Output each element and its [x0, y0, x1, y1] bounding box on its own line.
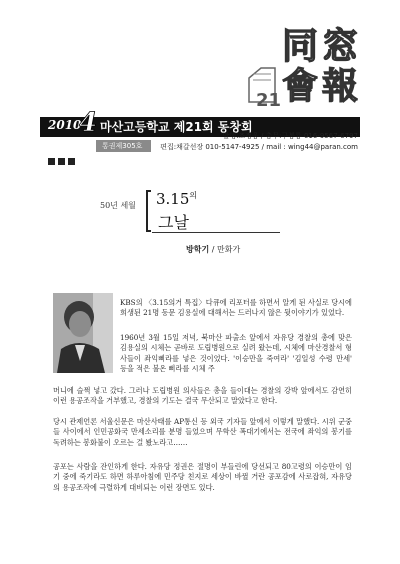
byline-separator: /	[211, 245, 215, 254]
title-char-1: 同	[282, 25, 319, 67]
author-role: 만화가	[216, 245, 241, 254]
editor-line: 편집:채갈선장 010-5147-4925 / mail : wing44@paran.com	[160, 143, 358, 151]
publisher-line: 발행:조정웅 / 총무:구봉룡 016-9567-6797	[222, 132, 358, 140]
title-rule	[152, 232, 280, 233]
logo-number: 21	[256, 90, 282, 111]
article-title-day: 그날	[158, 213, 189, 232]
school-title: 마산고등학교 제21회 동창회	[100, 120, 253, 134]
author-photo	[53, 293, 113, 373]
issue-month: 4	[79, 108, 98, 138]
title-char-2: 窓	[322, 25, 359, 67]
issue-year: 2010	[48, 118, 82, 132]
series-label: 50년 세월	[100, 201, 136, 210]
paragraph-4: 당시 관제언론 서울신문은 마산사태를 AP통신 등 외국 기자들 앞에서 이렇게 말했다. 시위 군중들 사이에서 인민공화국 만세소리를 분명 들었으며 무학산 폭대기에서는 전국에 좌익의 봉기를 독려하는 봉화불이 오르는 걸 봤노라고……	[53, 417, 352, 447]
title-date-main: 3.15	[156, 190, 190, 208]
title-bracket	[146, 190, 151, 232]
issue-number: 통권제305호	[96, 140, 151, 152]
masthead	[0, 0, 400, 160]
section-marker-icon	[48, 158, 75, 165]
paragraph-5: 공포는 사람을 잔인하게 한다. 자유당 정권은 절명이 부들린에 당선되고 80고령의 이승만이 임기 중에 죽기라도 하면 하루아침에 민주당 친지로 세상이 바뀔 거란 공포감에 사로잡혀, 자유당의 용공조작에 극렬하게 대비되는 이런 장면도 있다.	[53, 462, 352, 492]
newsletter-title	[282, 25, 362, 110]
paragraph-3: 머니에 슬쩍 넣고 갔다. 그러나 도립병원 의사들은 총을 들이대는 경찰의 강박 앞에서도 감연히 이런 용공조작을 거부했고, 경찰의 기도는 결국 무산되고 말았다고 한다.	[53, 386, 352, 406]
paragraph-1: KBS의 〈3.15의거 특집〉다큐에 리포터를 하면서 알게 된 사실로 당시에 희생된 21명 동문 김용실에 대해서는 드러나지 않은 뒷이야기가 있었다.	[120, 298, 352, 318]
title-char-3: 會	[282, 65, 319, 107]
paragraph-2: 1960년 3월 15일 저녁, 북마산 파출소 앞에서 자유당 경찰의 총에 맞은 김용실의 시체는 곧바로 도립병원으로 실려 왔는데, 시체에 마산경찰서 형사들이 좌익삐라를 넣은 것이었다. '이승만을 죽여라' '김일성 수령 만세' 등을 적은 불온 삐라를 시체 주	[120, 333, 352, 374]
byline	[186, 244, 240, 255]
article-title-date	[156, 190, 197, 208]
title-char-4: 報	[322, 65, 359, 107]
author-name: 방학기	[186, 245, 210, 254]
title-date-suffix: 의	[189, 191, 198, 200]
